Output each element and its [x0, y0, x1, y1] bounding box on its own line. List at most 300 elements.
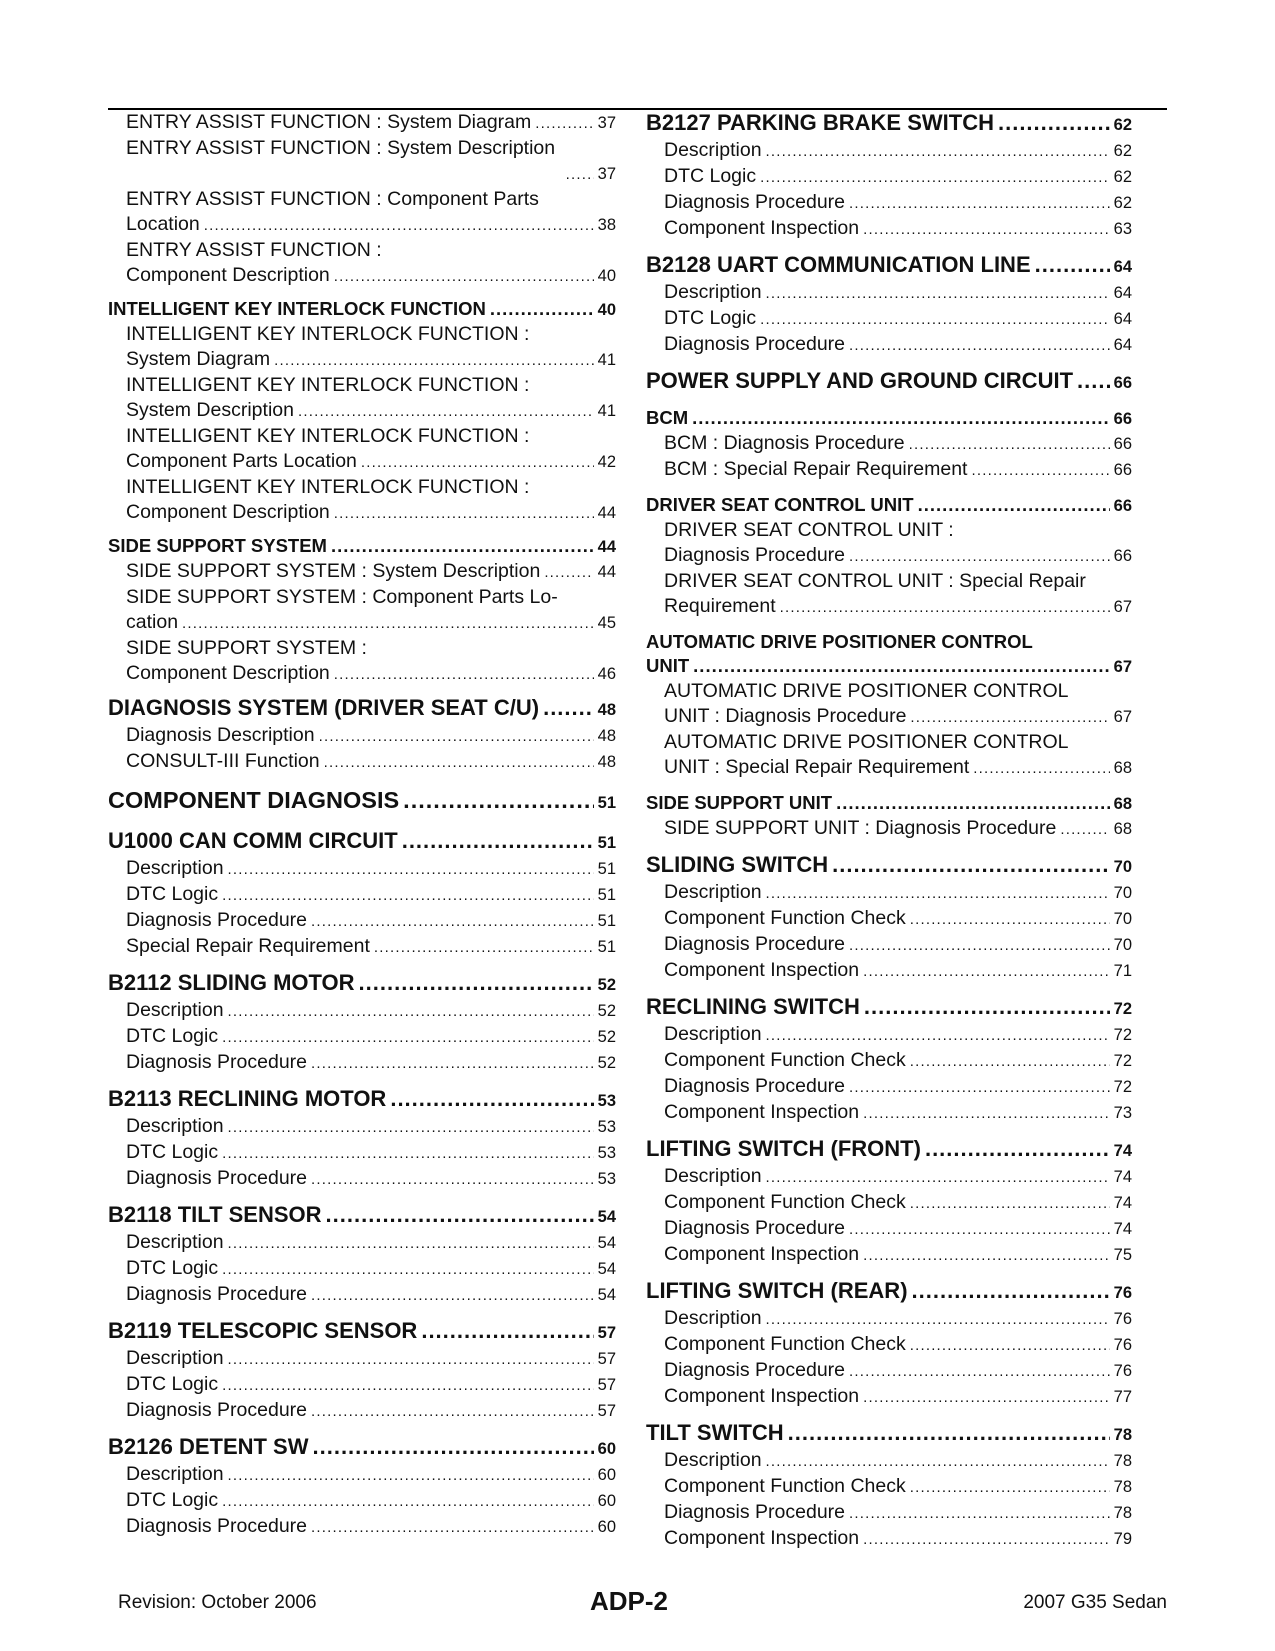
toc-section-heading[interactable]: [646, 994, 1132, 1022]
toc-entry[interactable]: [108, 1166, 616, 1192]
dot-leader: [864, 994, 1110, 1020]
toc-title: CONSULT-III Function: [126, 750, 320, 772]
dot-leader: [402, 828, 594, 854]
toc-page-number: 67: [1113, 708, 1132, 726]
dot-leader: [228, 1462, 594, 1488]
toc-title: Diagnosis Procedure: [664, 1501, 846, 1523]
toc-page-number: 60: [597, 1492, 616, 1510]
toc-title: Description: [126, 857, 224, 879]
toc-page-number: 60: [597, 1440, 616, 1458]
toc-page-number: 57: [597, 1350, 616, 1368]
toc-page-number: 72: [1113, 1000, 1132, 1018]
toc-title: Description: [126, 999, 224, 1021]
dot-leader: [311, 1398, 594, 1424]
toc-title: Diagnosis Procedure: [126, 1515, 308, 1537]
toc-title: BCM : Special Repair Requirement: [664, 458, 968, 480]
toc-page-number: 72: [1113, 1052, 1132, 1070]
toc-title: Description: [126, 1463, 224, 1485]
toc-page-number: 44: [597, 504, 616, 522]
toc-title: Diagnosis Description: [126, 724, 315, 746]
dot-leader: [274, 347, 594, 373]
toc-page-number: 66: [1113, 547, 1132, 565]
toc-entry-text: ENTRY ASSIST FUNCTION : System Description: [126, 137, 556, 159]
dot-leader: [490, 297, 594, 321]
toc-section-heading[interactable]: [646, 654, 1132, 679]
toc-page-number: 54: [597, 1208, 616, 1226]
dot-leader: [222, 1140, 594, 1166]
dot-leader: [311, 1514, 594, 1540]
dot-leader: [222, 1488, 594, 1514]
dot-leader: [693, 654, 1109, 678]
dot-leader: [849, 1358, 1110, 1384]
toc-entry[interactable]: [646, 1164, 1132, 1190]
toc-entry[interactable]: [108, 1346, 616, 1372]
toc-entry[interactable]: [108, 1140, 616, 1166]
toc-title: DTC Logic: [126, 1141, 219, 1163]
toc-title: Special Repair Requirement: [126, 935, 370, 957]
toc-title: Component Inspection: [664, 1527, 860, 1549]
toc-title: Component Description: [126, 264, 330, 286]
toc-page-number: 68: [1113, 759, 1132, 777]
toc-title: UNIT : Diagnosis Procedure: [664, 705, 907, 727]
toc-page-number: 76: [1113, 1362, 1132, 1380]
toc-entry[interactable]: [108, 661, 616, 687]
toc-entry[interactable]: [646, 543, 1132, 569]
toc-page-number: 62: [1113, 142, 1132, 160]
toc-page-number: 51: [597, 860, 616, 878]
toc-title: B2126 DETENT SW: [108, 1434, 309, 1459]
toc-title: Description: [126, 1115, 224, 1137]
toc-page-number: 54: [597, 1286, 616, 1304]
toc-title: Component Parts Location: [126, 450, 357, 472]
toc-section-heading[interactable]: [646, 493, 1132, 518]
dot-leader: [535, 110, 593, 136]
dot-leader: [298, 398, 594, 424]
toc-entry[interactable]: [646, 932, 1132, 958]
toc-section-heading[interactable]: [646, 1278, 1132, 1306]
toc-page-number: 44: [597, 538, 616, 556]
toc-entry-text: INTELLIGENT KEY INTERLOCK FUNCTION :: [126, 374, 530, 396]
toc-page-number: 44: [597, 563, 616, 581]
toc-entry[interactable]: [108, 1282, 616, 1308]
toc-entry[interactable]: [646, 164, 1132, 190]
toc-page-number: 70: [1113, 858, 1132, 876]
dot-leader: [421, 1318, 593, 1344]
dot-leader: [766, 1448, 1110, 1474]
toc-title: SIDE SUPPORT UNIT: [646, 792, 833, 813]
toc-page-number: 57: [597, 1376, 616, 1394]
toc-page-number: 68: [1113, 820, 1132, 838]
dot-leader: [403, 785, 593, 815]
toc-entry[interactable]: [108, 998, 616, 1024]
toc-entry[interactable]: [646, 190, 1132, 216]
toc-entry[interactable]: [108, 398, 616, 424]
toc-entry[interactable]: [646, 1242, 1132, 1268]
dot-leader: [849, 932, 1110, 958]
toc-page-number: 73: [1113, 1104, 1132, 1122]
dot-leader: [390, 1086, 593, 1112]
dot-leader: [311, 1282, 594, 1308]
toc-title: Component Function Check: [664, 1333, 906, 1355]
toc-entry[interactable]: [646, 1022, 1132, 1048]
toc-entry[interactable]: [108, 934, 616, 960]
dot-leader: [359, 970, 594, 996]
toc-title: Description: [126, 1231, 224, 1253]
spacer: [646, 358, 1132, 368]
toc-title: Component Inspection: [664, 1243, 860, 1265]
spacer: [646, 1126, 1132, 1136]
toc-entry[interactable]: [108, 1230, 616, 1256]
toc-title: Diagnosis Procedure: [126, 1051, 308, 1073]
toc-section-heading[interactable]: [108, 297, 616, 322]
toc-page-number: 67: [1113, 658, 1132, 676]
toc-title: Component Function Check: [664, 1475, 906, 1497]
toc-section-heading[interactable]: [108, 828, 616, 856]
dot-leader: [692, 406, 1110, 430]
toc-entry[interactable]: [108, 449, 616, 475]
spacer: [108, 289, 616, 297]
dot-leader: [766, 280, 1110, 306]
toc-page-number: 66: [1113, 435, 1132, 453]
dot-leader: [760, 164, 1110, 190]
toc-page-number: 42: [597, 453, 616, 471]
toc-title: B2119 TELESCOPIC SENSOR: [108, 1318, 418, 1343]
toc-title: Description: [664, 1307, 762, 1329]
toc-entry[interactable]: [646, 1332, 1132, 1358]
toc-entry[interactable]: [108, 1372, 616, 1398]
page-number: ADP-2: [590, 1586, 669, 1616]
dot-leader: [971, 457, 1109, 483]
toc-entry[interactable]: [108, 856, 616, 882]
toc-title: Diagnosis Procedure: [664, 1359, 846, 1381]
toc-page-number: 70: [1113, 936, 1132, 954]
toc-section-heading[interactable]: [646, 368, 1132, 396]
toc-left-column: [108, 110, 616, 1540]
toc-entry[interactable]: [108, 1488, 616, 1514]
toc-title: SIDE SUPPORT SYSTEM: [108, 535, 327, 556]
toc-entry[interactable]: [646, 457, 1132, 483]
toc-entry[interactable]: [108, 559, 616, 585]
page-footer: [118, 1586, 1167, 1618]
toc-entry[interactable]: [108, 263, 616, 289]
toc-entry[interactable]: [108, 212, 616, 238]
dot-leader: [334, 500, 594, 526]
toc-section-heading[interactable]: [646, 110, 1132, 138]
toc-entry[interactable]: [646, 1074, 1132, 1100]
spacer: [646, 1410, 1132, 1420]
toc-entry[interactable]: [646, 1358, 1132, 1384]
toc-title: Description: [664, 281, 762, 303]
dot-leader: [331, 534, 594, 558]
toc-entry[interactable]: [108, 749, 616, 775]
toc-entry[interactable]: [108, 882, 616, 908]
toc-entry-text: INTELLIGENT KEY INTERLOCK FUNCTION :: [126, 425, 530, 447]
dot-leader: [374, 934, 594, 960]
dot-leader: [910, 1190, 1110, 1216]
toc-title: Component Function Check: [664, 1049, 906, 1071]
dot-leader: [766, 1306, 1110, 1332]
dot-leader: [918, 493, 1110, 517]
toc-entry[interactable]: [646, 1448, 1132, 1474]
toc-entry[interactable]: [646, 1190, 1132, 1216]
toc-page-number: 46: [597, 665, 616, 683]
toc-title: U1000 CAN COMM CIRCUIT: [108, 828, 398, 853]
toc-title: UNIT: [646, 655, 690, 676]
toc-entry-text: ENTRY ASSIST FUNCTION : Component Parts: [126, 188, 539, 210]
dot-leader: [1035, 252, 1110, 278]
toc-page-number: 74: [1113, 1194, 1132, 1212]
spacer: [646, 781, 1132, 791]
toc-section-heading[interactable]: [108, 1434, 616, 1462]
dot-leader: [849, 190, 1110, 216]
toc-page-number: 64: [1113, 258, 1132, 276]
toc-page-number: 74: [1113, 1220, 1132, 1238]
toc-entry[interactable]: [646, 880, 1132, 906]
toc-entry[interactable]: [646, 431, 1132, 457]
toc-page-number: 62: [1113, 168, 1132, 186]
toc-page-number: 75: [1113, 1246, 1132, 1264]
dot-leader: [319, 723, 594, 749]
toc-title: DTC Logic: [126, 1373, 219, 1395]
toc-page-number: 76: [1113, 1310, 1132, 1328]
dot-leader: [766, 1164, 1110, 1190]
dot-leader: [863, 1100, 1110, 1126]
toc-section-heading[interactable]: [646, 852, 1132, 880]
toc-title: DTC Logic: [664, 165, 757, 187]
toc-title: B2113 RECLINING MOTOR: [108, 1086, 387, 1111]
toc-entry[interactable]: [108, 908, 616, 934]
toc-entry[interactable]: [108, 110, 616, 136]
toc-entry[interactable]: [646, 958, 1132, 984]
toc-title: BCM: [646, 407, 689, 428]
toc-entry[interactable]: [108, 347, 616, 373]
toc-page-number: 37: [597, 165, 616, 183]
toc-title: System Diagram: [126, 348, 271, 370]
toc-entry[interactable]: [646, 1100, 1132, 1126]
dot-leader: [836, 791, 1110, 815]
toc-page-number: 76: [1113, 1284, 1132, 1302]
toc-entry[interactable]: [646, 138, 1132, 164]
dot-leader: [222, 1372, 594, 1398]
toc-page-number: 66: [1113, 461, 1132, 479]
toc-entry-text: AUTOMATIC DRIVE POSITIONER CONTROL: [664, 731, 1069, 753]
toc-title: Component Description: [126, 662, 330, 684]
toc-page-number: 37: [597, 114, 616, 132]
toc-entry[interactable]: [108, 1398, 616, 1424]
toc-entry[interactable]: [646, 216, 1132, 242]
toc-entry[interactable]: [646, 704, 1132, 730]
toc-page-number: 62: [1113, 116, 1132, 134]
toc-entry[interactable]: [108, 610, 616, 636]
dot-leader: [998, 110, 1110, 136]
toc-entry[interactable]: [646, 1048, 1132, 1074]
toc-page-number: 77: [1113, 1388, 1132, 1406]
toc-title: Diagnosis Procedure: [664, 333, 846, 355]
dot-leader: [334, 263, 594, 289]
toc-title: Component Function Check: [664, 907, 906, 929]
toc-entry-text: DRIVER SEAT CONTROL UNIT :: [664, 519, 954, 541]
toc-page-number: 51: [597, 794, 616, 812]
toc-title: TILT SWITCH: [646, 1420, 784, 1445]
toc-entry[interactable]: [646, 1216, 1132, 1242]
spacer: [108, 1076, 616, 1086]
toc-page-number: 53: [597, 1170, 616, 1188]
toc-entry[interactable]: [108, 1514, 616, 1540]
toc-title: DTC Logic: [126, 1025, 219, 1047]
dot-leader: [849, 332, 1110, 358]
dot-leader: [849, 1500, 1110, 1526]
toc-section-heading[interactable]: [646, 1136, 1132, 1164]
dot-leader: [910, 906, 1110, 932]
toc-page-number: 51: [597, 912, 616, 930]
dot-leader: [909, 431, 1110, 457]
toc-page-number: 41: [597, 351, 616, 369]
toc-entry[interactable]: [646, 594, 1132, 620]
toc-entry[interactable]: [108, 161, 616, 187]
toc-title: Location: [126, 213, 200, 235]
toc-page-number: 70: [1113, 884, 1132, 902]
spacer: [108, 1424, 616, 1434]
toc-entry[interactable]: [646, 816, 1132, 842]
toc-entry[interactable]: [108, 1024, 616, 1050]
toc-title: cation: [126, 611, 179, 633]
toc-page-number: 52: [597, 1054, 616, 1072]
toc-title: DRIVER SEAT CONTROL UNIT: [646, 494, 914, 515]
dot-leader: [766, 880, 1110, 906]
toc-entry[interactable]: [646, 1500, 1132, 1526]
toc-entry[interactable]: [108, 1050, 616, 1076]
dot-leader: [863, 958, 1110, 984]
toc-page-number: 78: [1113, 1478, 1132, 1496]
toc-page-number: 72: [1113, 1026, 1132, 1044]
spacer: [108, 818, 616, 828]
toc-page-number: 64: [1113, 336, 1132, 354]
toc-page-number: 78: [1113, 1504, 1132, 1522]
spacer: [646, 396, 1132, 406]
toc-section-heading[interactable]: [646, 252, 1132, 280]
toc-entry[interactable]: [646, 332, 1132, 358]
dot-leader: [863, 1526, 1110, 1552]
toc-page-number: 45: [597, 614, 616, 632]
dot-leader: [228, 1230, 594, 1256]
toc-entry[interactable]: [646, 280, 1132, 306]
toc-title: B2127 PARKING BRAKE SWITCH: [646, 110, 994, 135]
toc-title: ENTRY ASSIST FUNCTION : System Diagram: [126, 111, 532, 133]
toc-entry[interactable]: [108, 500, 616, 526]
dot-leader: [311, 908, 594, 934]
toc-section-heading[interactable]: [108, 970, 616, 998]
toc-section-heading[interactable]: [108, 1318, 616, 1346]
dot-leader: [849, 1074, 1110, 1100]
toc-entry[interactable]: [108, 1256, 616, 1282]
spacer: [108, 1192, 616, 1202]
dot-leader: [228, 1114, 594, 1140]
toc-page-number: 53: [597, 1092, 616, 1110]
toc-page-number: 63: [1113, 220, 1132, 238]
dot-leader: [543, 695, 594, 721]
toc-page-number: 71: [1113, 962, 1132, 980]
toc-page-number: 54: [597, 1234, 616, 1252]
dot-leader: [760, 306, 1110, 332]
dot-leader: [311, 1050, 594, 1076]
toc-section-heading[interactable]: [646, 791, 1132, 816]
toc-page-number: 74: [1113, 1142, 1132, 1160]
toc-section-heading[interactable]: [108, 534, 616, 559]
toc-page-number: 52: [597, 1002, 616, 1020]
dot-leader: [849, 543, 1110, 569]
toc-entry[interactable]: [646, 1474, 1132, 1500]
dot-leader: [973, 755, 1109, 781]
toc-title: Diagnosis Procedure: [664, 933, 846, 955]
toc-title: Diagnosis Procedure: [126, 1167, 308, 1189]
toc-page-number: 53: [597, 1118, 616, 1136]
toc-section-heading[interactable]: [646, 1420, 1132, 1448]
toc-section-heading[interactable]: [108, 695, 616, 723]
toc-section-heading[interactable]: [108, 785, 616, 818]
spacer: [646, 620, 1132, 630]
toc-title: DTC Logic: [664, 307, 757, 329]
toc-entry[interactable]: [108, 1462, 616, 1488]
toc-page-number: 76: [1113, 1336, 1132, 1354]
toc-entry-text: SIDE SUPPORT SYSTEM : Component Parts Lo-: [126, 586, 558, 608]
toc-page-number: 51: [597, 938, 616, 956]
toc-title: Diagnosis Procedure: [664, 1217, 846, 1239]
toc-page-number: 41: [597, 402, 616, 420]
toc-page-number: 66: [1113, 374, 1132, 392]
toc-title: Description: [126, 1347, 224, 1369]
toc-title: B2128 UART COMMUNICATION LINE: [646, 252, 1031, 277]
toc-title: Component Inspection: [664, 1385, 860, 1407]
toc-entry[interactable]: [646, 1384, 1132, 1410]
toc-page-number: 74: [1113, 1168, 1132, 1186]
spacer: [108, 1308, 616, 1318]
toc-title: Component Function Check: [664, 1191, 906, 1213]
toc-page-number: 54: [597, 1260, 616, 1278]
dot-leader: [863, 1384, 1110, 1410]
toc-section-heading[interactable]: [646, 406, 1132, 431]
toc-entry-text: SIDE SUPPORT SYSTEM :: [126, 637, 367, 659]
toc-page-number: 62: [1113, 194, 1132, 212]
toc-page-number: 78: [1113, 1426, 1132, 1444]
toc-page-number: 60: [597, 1518, 616, 1536]
toc-entry[interactable]: [108, 723, 616, 749]
spacer: [646, 1268, 1132, 1278]
toc-entry[interactable]: [646, 906, 1132, 932]
toc-title: Description: [664, 881, 762, 903]
dot-leader: [863, 1242, 1110, 1268]
dot-leader: [204, 212, 594, 238]
toc-title: SLIDING SWITCH: [646, 852, 829, 877]
toc-title: Diagnosis Procedure: [126, 1399, 308, 1421]
dot-leader: [228, 856, 594, 882]
toc-page-number: 51: [597, 834, 616, 852]
toc-page-number: 64: [1113, 310, 1132, 328]
toc-section-heading[interactable]: [108, 1086, 616, 1114]
toc-section-heading[interactable]: [108, 1202, 616, 1230]
toc-title: RECLINING SWITCH: [646, 994, 860, 1019]
dot-leader: [222, 1024, 594, 1050]
toc-entry[interactable]: [646, 306, 1132, 332]
toc-page-number: 52: [597, 976, 616, 994]
dot-leader: [311, 1166, 594, 1192]
toc-entry[interactable]: [646, 755, 1132, 781]
spacer: [108, 960, 616, 970]
toc-entry-text: DRIVER SEAT CONTROL UNIT : Special Repair: [664, 570, 1086, 592]
toc-entry[interactable]: [646, 1306, 1132, 1332]
toc-entry[interactable]: [108, 1114, 616, 1140]
toc-page-number: 60: [597, 1466, 616, 1484]
toc-entry[interactable]: [646, 1526, 1132, 1552]
